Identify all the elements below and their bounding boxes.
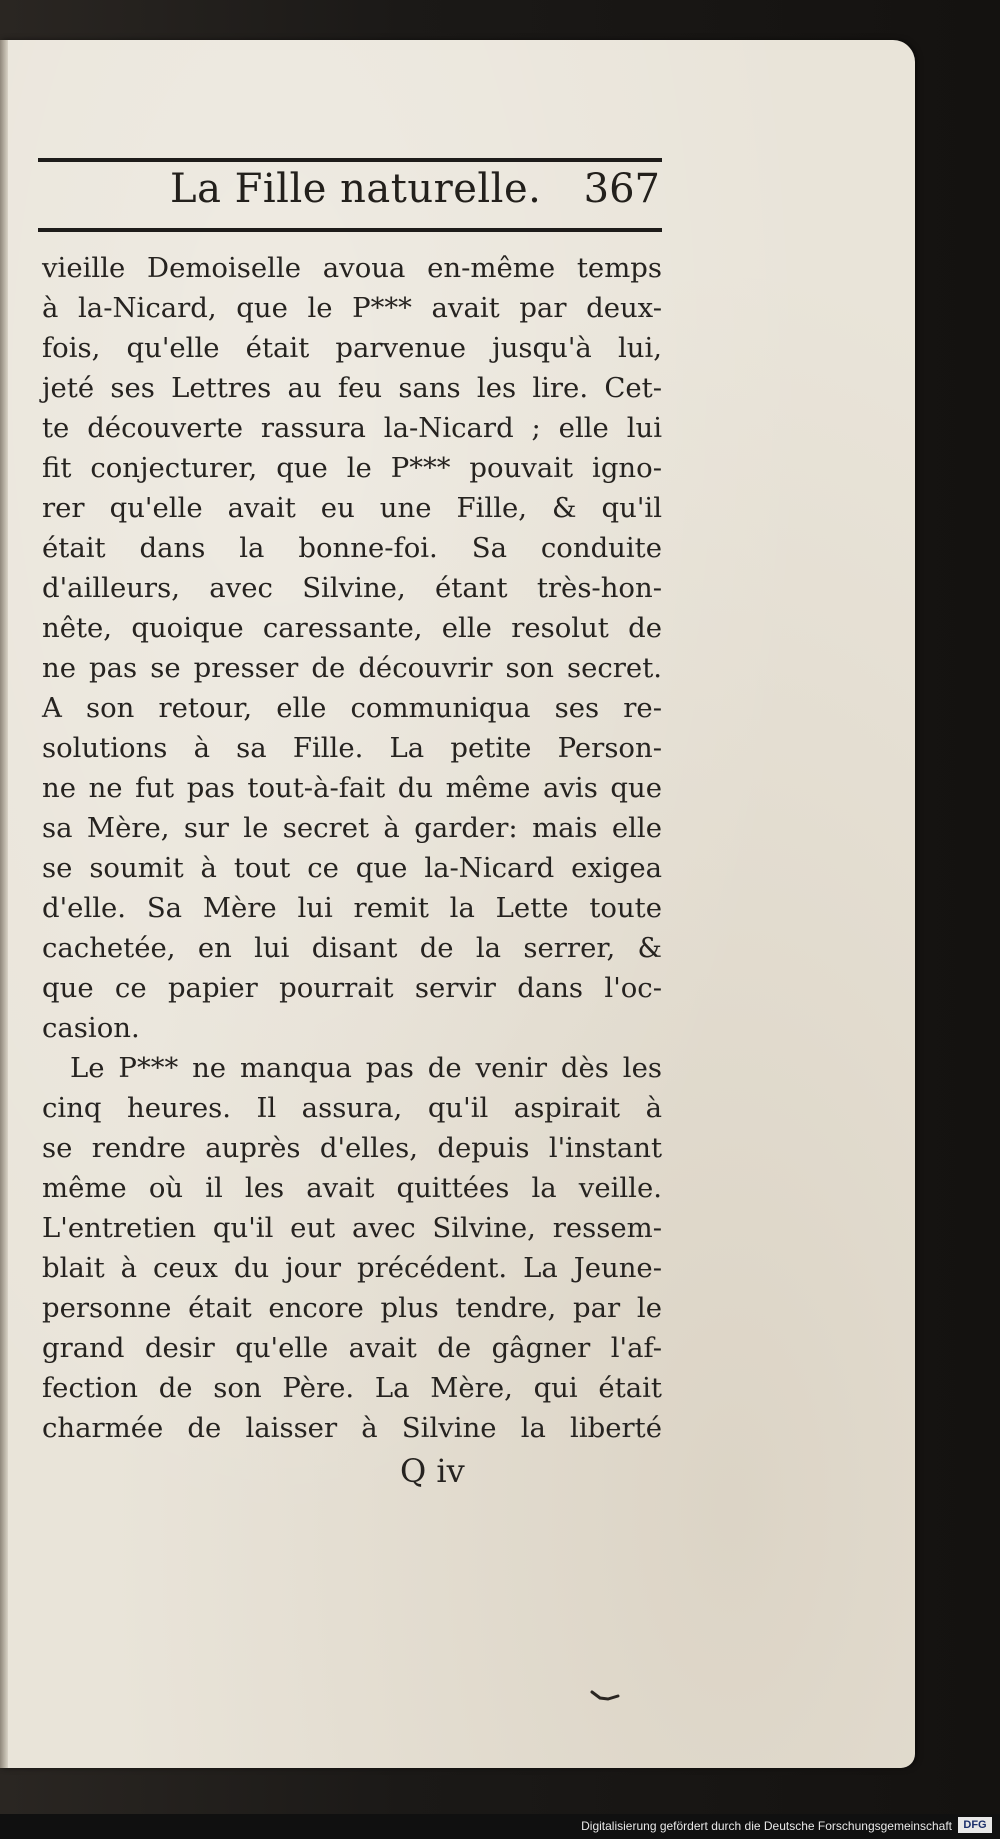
text-line: à la-Nicard, que le P*** avait par deux- (42, 292, 662, 324)
text-line: vieille Demoiselle avoua en-même temps (42, 252, 662, 284)
text-line: d'elle. Sa Mère lui remit la Lette toute (42, 892, 662, 924)
text-line: fection de son Père. La Mère, qui était (42, 1372, 662, 1404)
text-line: te découverte rassura la-Nicard ; elle lui (42, 412, 662, 444)
text-line: blait à ceux du jour précédent. La Jeune- (42, 1252, 662, 1284)
text-line: que ce papier pourrait servir dans l'oc- (42, 972, 662, 1004)
ink-blot-icon (590, 1690, 620, 1702)
text-line: cinq heures. Il assura, qu'il aspirait à (42, 1092, 662, 1124)
text-line: ne ne fut pas tout-à-fait du même avis que (42, 772, 662, 804)
text-line: L'entretien qu'il eut avec Silvine, ressem- (42, 1212, 662, 1244)
text-line: même où il les avait quittées la veille. (42, 1172, 662, 1204)
text-line: cachetée, en lui disant de la serrer, & (42, 932, 662, 964)
text-line: nête, quoique caressante, elle resolut de (42, 612, 662, 644)
text-line: solutions à sa Fille. La petite Person- (42, 732, 662, 764)
text-line: grand desir qu'elle avait de gâgner l'af- (42, 1332, 662, 1364)
page-number: 367 (583, 166, 660, 212)
text-line: sa Mère, sur le secret à garder: mais elle (42, 812, 662, 844)
text-line: ne pas se presser de découvrir son secret. (42, 652, 662, 684)
text-line: rer qu'elle avait eu une Fille, & qu'il (42, 492, 662, 524)
text-line: d'ailleurs, avec Silvine, étant très-hon- (42, 572, 662, 604)
header-rule-bottom (38, 228, 662, 232)
text-line: se soumit à tout ce que la-Nicard exigea (42, 852, 662, 884)
signature-mark: Q iv (400, 1452, 465, 1490)
text-line: jeté ses Lettres au feu sans les lire. Cet- (42, 372, 662, 404)
digitization-credit: Digitalisierung gefördert durch die Deutsche Forschungsgemeinschaft (581, 1819, 952, 1833)
text-line: charmée de laisser à Silvine la liberté (42, 1412, 662, 1444)
text-line: fit conjecturer, que le P*** pouvait igno- (42, 452, 662, 484)
text-line: A son retour, elle communiqua ses re- (42, 692, 662, 724)
text-line: fois, qu'elle était parvenue jusqu'à lui, (42, 332, 662, 364)
running-title: La Fille naturelle. (170, 166, 542, 212)
text-line: Le P*** ne manqua pas de venir dès les (70, 1052, 662, 1084)
text-line: se rendre auprès d'elles, depuis l'instant (42, 1132, 662, 1164)
dfg-logo: DFG (958, 1817, 992, 1833)
text-line: personne était encore plus tendre, par le (42, 1292, 662, 1324)
body-text (42, 248, 662, 1448)
page-gutter-edge (0, 40, 8, 1768)
running-header (38, 162, 662, 228)
text-line: était dans la bonne-foi. Sa conduite (42, 532, 662, 564)
text-line: casion. (42, 1012, 140, 1044)
